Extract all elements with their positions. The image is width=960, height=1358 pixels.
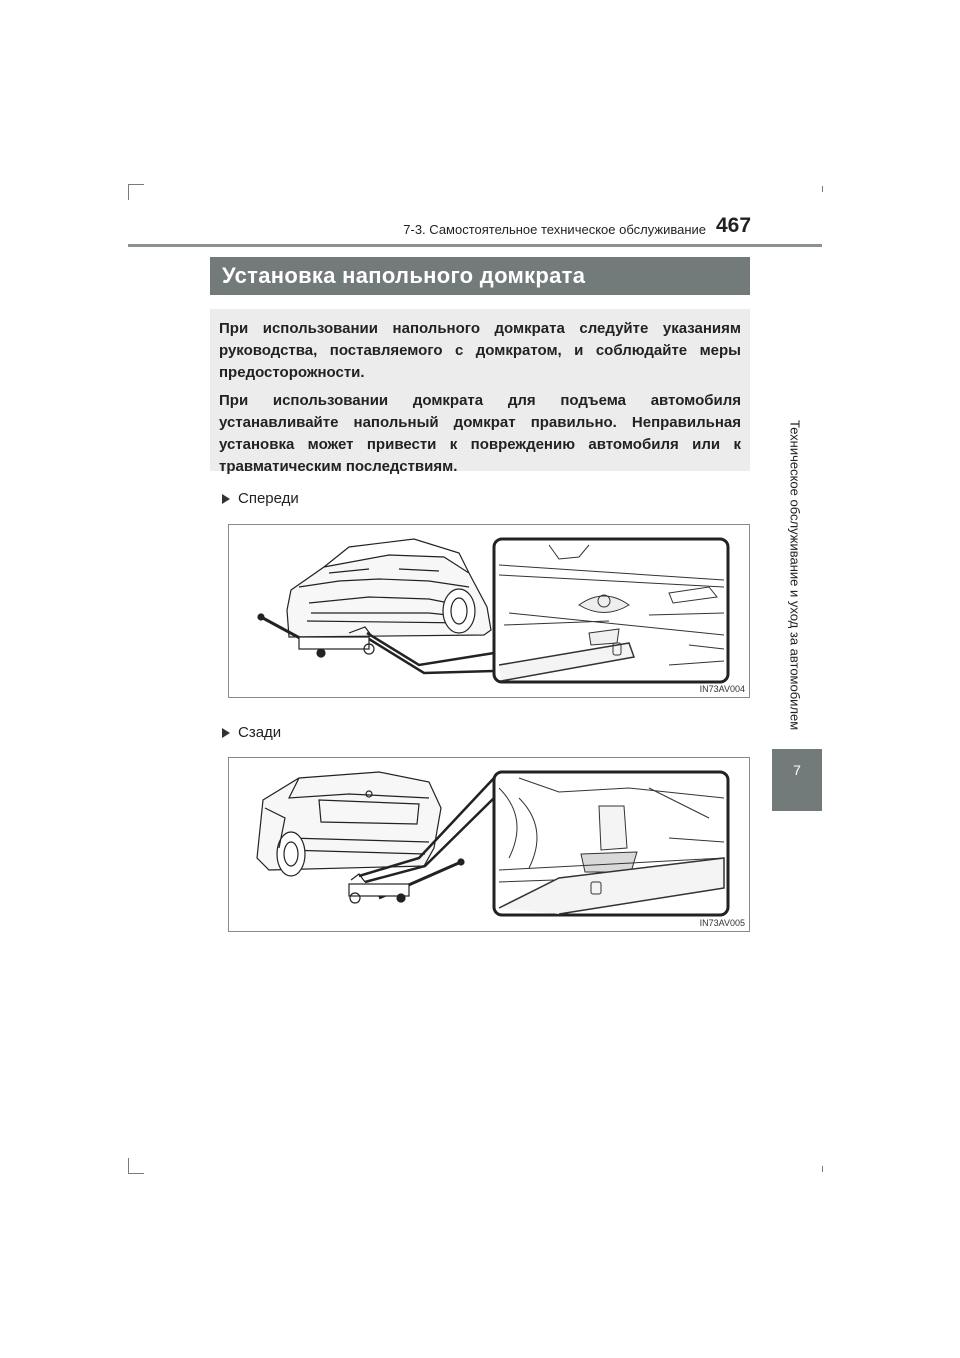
header-rule xyxy=(128,244,822,247)
figure-rear xyxy=(228,757,750,932)
figure-front xyxy=(228,524,750,698)
crop-mark-bottom-left-v xyxy=(128,1158,129,1174)
crop-mark-bottom-left-h xyxy=(128,1173,144,1174)
side-chapter-tab xyxy=(772,749,822,811)
intro-box xyxy=(210,309,750,475)
side-chapter-title: Техническое обслуживание и уход за автомобилем xyxy=(787,420,803,731)
crop-mark-bottom-right xyxy=(822,1166,823,1172)
bullet-triangle-icon xyxy=(222,728,230,738)
intro-paragraph-1: При использовании напольного домкрата следуйте указаниям руководства, поставляемого с домкратом, и соблюдайте меры предосторожности. xyxy=(219,320,741,381)
intro-paragraph-2: При использовании домкрата для подъема автомобиля устанавливайте напольный домкрат правильно. Неправильная установка может привести к повреждению автомобиля или к травматическим последствиям. xyxy=(219,392,741,475)
header-section-title: 7-3. Самостоятельное техническое обслуживание xyxy=(403,222,706,237)
section-title: Установка напольного домкрата xyxy=(222,263,586,288)
bullet-rear xyxy=(222,724,281,741)
section-title-bar xyxy=(210,257,750,295)
front-jack-illustration xyxy=(229,525,749,697)
page-number: 467 xyxy=(716,214,752,237)
bullet-front-label: Спереди xyxy=(238,490,299,507)
bullet-rear-label: Сзади xyxy=(238,724,282,741)
bullet-triangle-icon xyxy=(222,494,230,504)
bullet-front xyxy=(222,490,299,507)
crop-mark-top-left-h xyxy=(128,184,144,185)
side-chapter-number: 7 xyxy=(793,762,801,778)
crop-mark-top-left-v xyxy=(128,184,129,200)
rear-jack-illustration xyxy=(229,758,749,931)
crop-mark-top-right xyxy=(822,186,823,192)
figure-front-code: IN73AV004 xyxy=(699,684,745,694)
figure-rear-code: IN73AV005 xyxy=(699,918,745,928)
